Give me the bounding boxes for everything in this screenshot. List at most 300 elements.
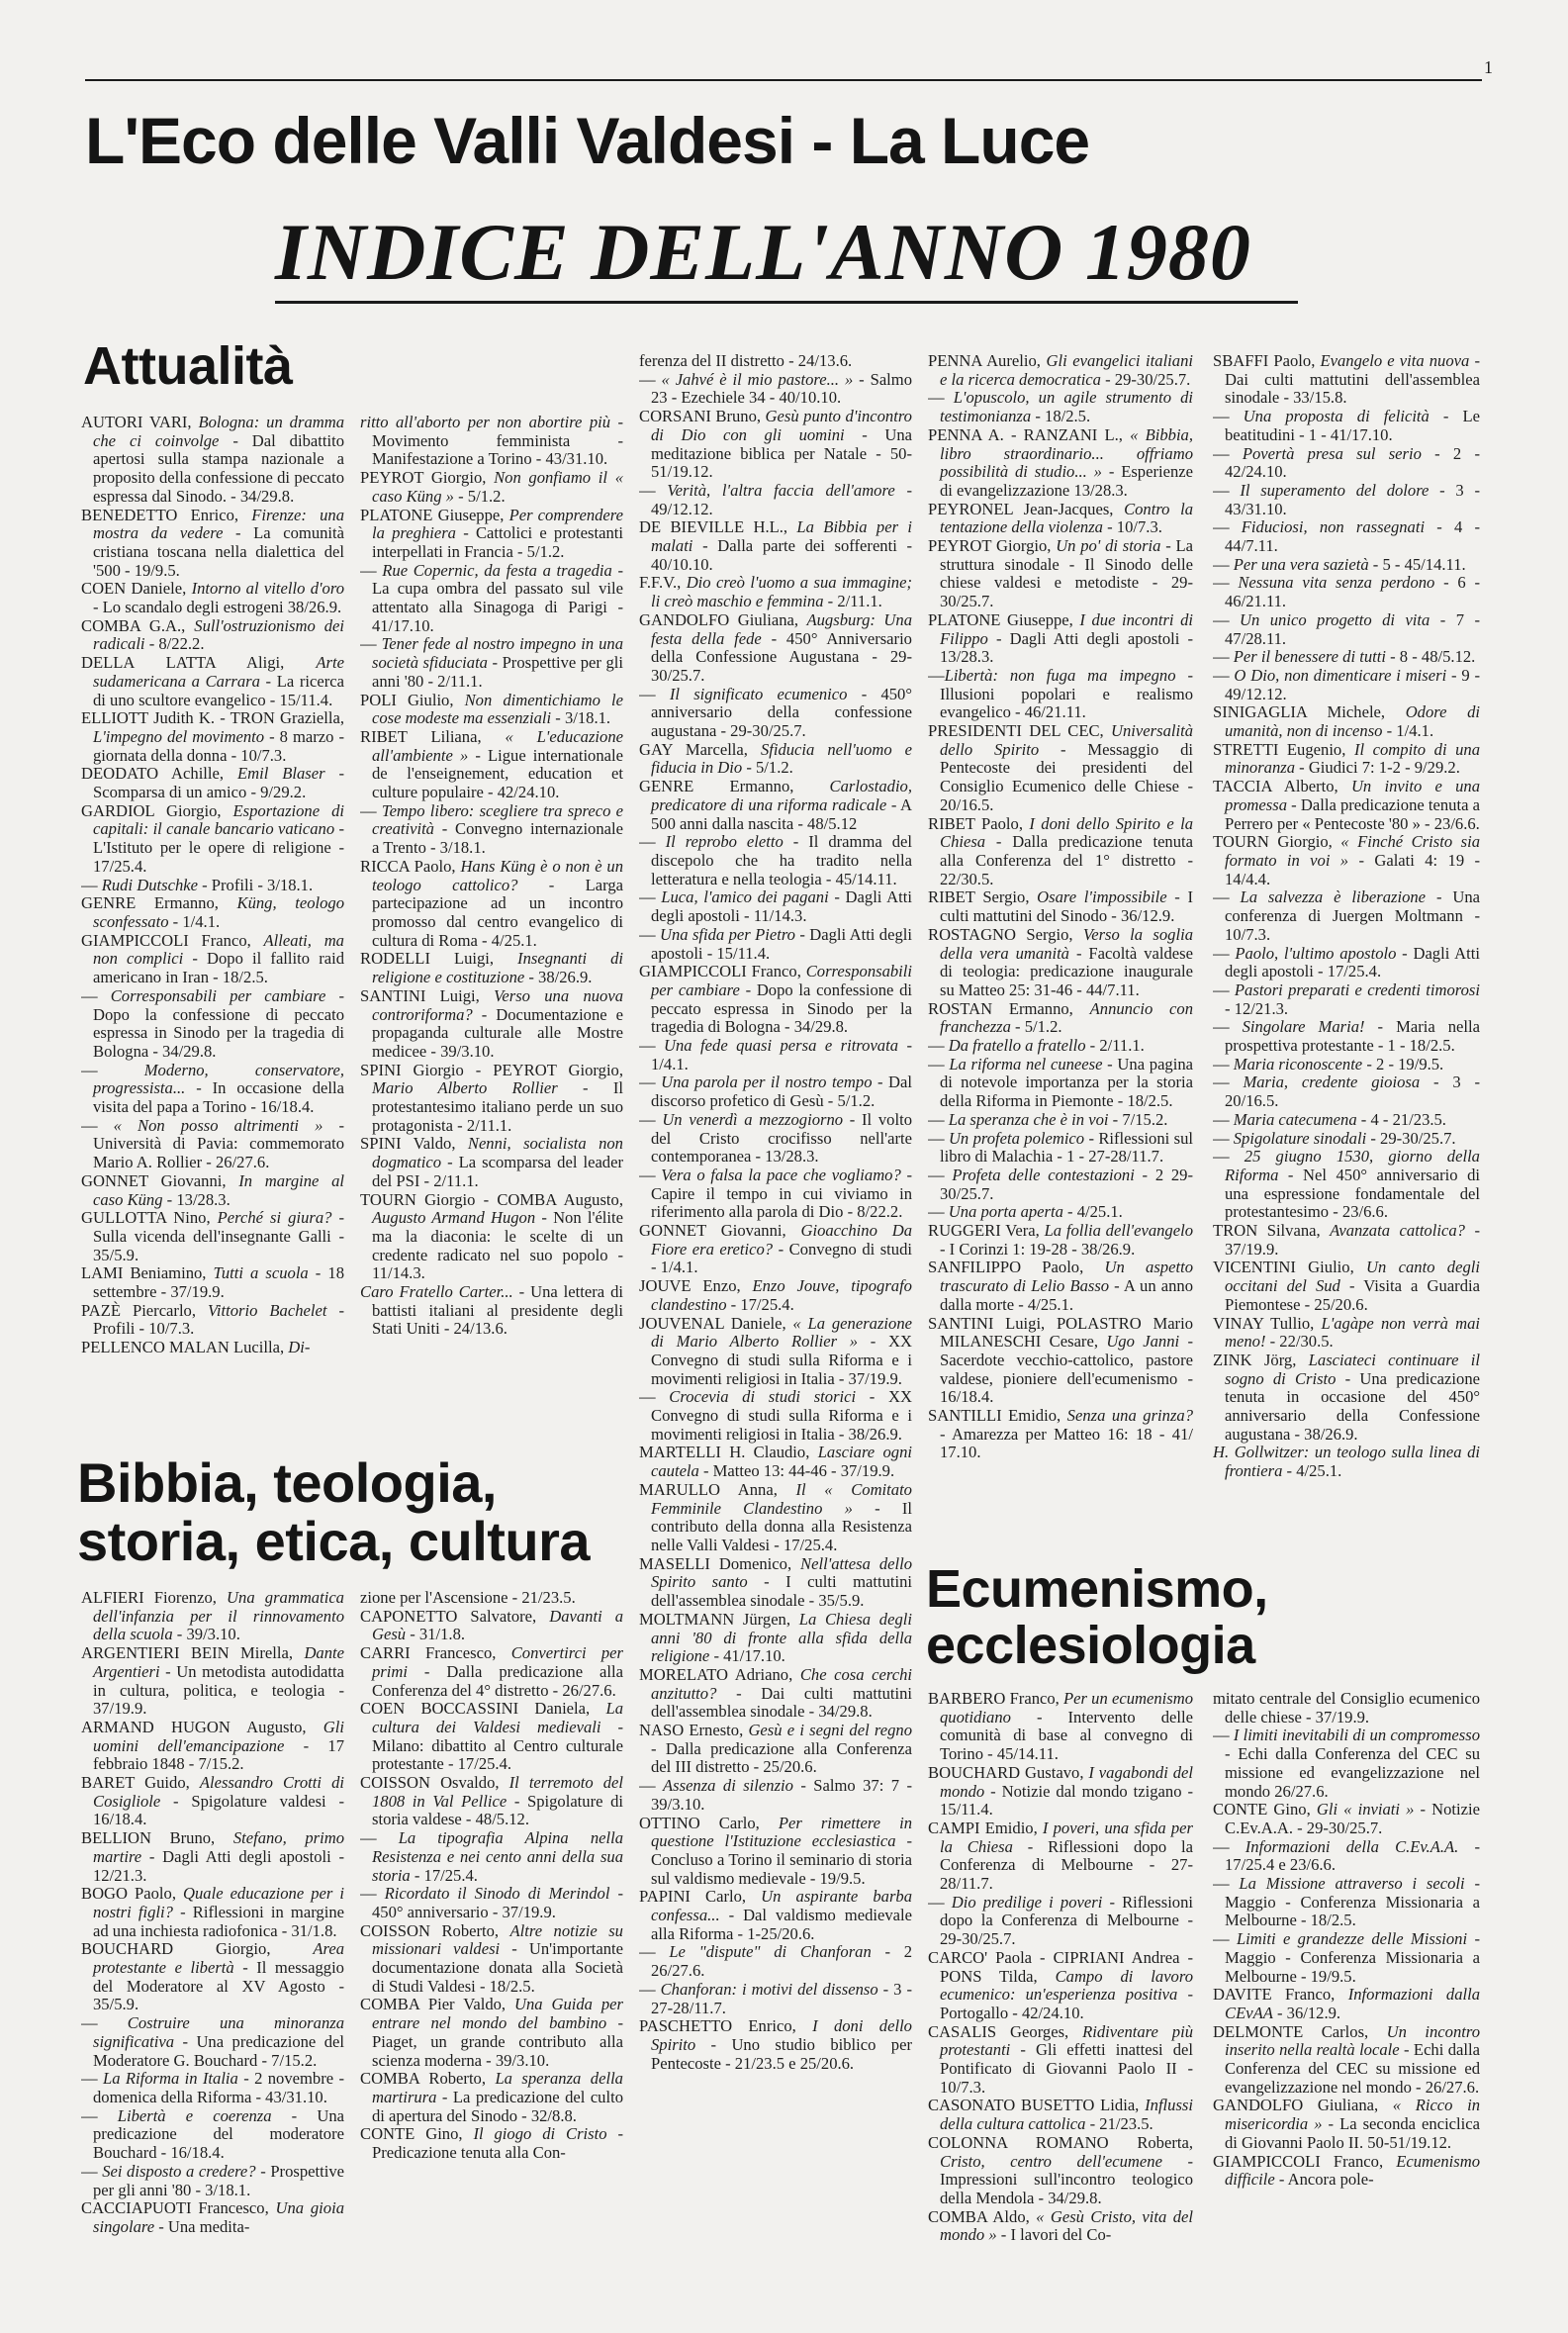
- entry-title: Una Guida per entrare nel mondo del bambino: [372, 1995, 623, 2033]
- entry-author: —: [928, 665, 945, 685]
- index-entry: [1213, 703, 1480, 740]
- entry-reference: - 5 - 45/14.11.: [1368, 554, 1466, 574]
- entry-reference: - La scomparsa del leader del PSI - 2/11.1.: [372, 1153, 623, 1190]
- entry-author: —: [1213, 1874, 1240, 1894]
- entry-author: —: [81, 1060, 144, 1079]
- entry-title: Spigolature sinodali: [1233, 1128, 1367, 1148]
- index-entry: [1213, 648, 1480, 667]
- entry-title: Una proposta di felicità: [1243, 407, 1430, 426]
- top-rule: [85, 79, 1482, 81]
- entry-reference: - Impressioni sull'incontro teologico della Mendola - 34/29.8.: [940, 2151, 1193, 2207]
- index-entry: [81, 1774, 344, 1829]
- entry-reference: - 31/1.8.: [406, 1625, 466, 1644]
- entry-title: Informazioni della C.Ev.A.A.: [1245, 1836, 1459, 1856]
- index-entry: [81, 2199, 344, 2236]
- entry-author: PASCHETTO Enrico,: [639, 2016, 813, 2036]
- entry-author: —: [1213, 1836, 1245, 1856]
- entry-title: Rue Copernic, da festa a tragedia: [382, 560, 612, 580]
- entry-title: Per comprendere la preghiera: [372, 505, 623, 543]
- entry-reference: - Riflessioni in margine ad una inchiesta radiofonica - 31/1.8.: [93, 1902, 344, 1940]
- entry-author: COMBA Roberto,: [360, 2069, 496, 2089]
- index-entry: [928, 926, 1193, 1000]
- entry-title: La Bibbia per i malati: [651, 517, 912, 556]
- entry-title: Vera o falsa la pace che vogliamo?: [661, 1165, 901, 1184]
- index-entry: [360, 469, 623, 506]
- column-bibbia-2: [360, 1589, 623, 2282]
- entry-author: —: [928, 1165, 953, 1184]
- entry-author: —: [1213, 573, 1239, 593]
- index-entry: [639, 1722, 912, 1777]
- index-entry: [928, 1203, 1193, 1222]
- entry-reference: - Dagli Atti degli apostoli - 12/21.3.: [93, 1846, 344, 1885]
- entry-author: CARCO' Paola - CIPRIANI Andrea - PONS Tilda,: [928, 1947, 1193, 1986]
- index-entry: [639, 963, 912, 1037]
- index-entry: [928, 611, 1193, 667]
- entry-title: Odore di umanità, non di incenso: [1225, 702, 1480, 741]
- index-entry: [360, 1996, 623, 2070]
- index-entry: [639, 1943, 912, 1980]
- index-entry: [360, 1191, 623, 1284]
- entry-reference: - Giudici 7: 1-2 - 9/29.2.: [1295, 758, 1460, 778]
- entry-author: VICENTINI Giulio,: [1213, 1258, 1367, 1277]
- index-entry: [360, 635, 623, 691]
- entry-title: Il compito di una minoranza: [1225, 739, 1480, 778]
- index-entry: [639, 352, 912, 371]
- entry-author: —: [639, 1776, 664, 1796]
- entry-reference: - La struttura sinodale - Il Sinodo delle chiese valdesi e metodiste - 29-30/25.7.: [940, 536, 1193, 611]
- index-entry: [81, 1589, 344, 1644]
- entry-title: Küng, teologo sconfessato: [93, 893, 344, 931]
- entry-author: BOUCHARD Giorgio,: [81, 1939, 314, 1959]
- entry-title: Mario Alberto Rollier: [372, 1078, 558, 1098]
- entry-reference: - Dalla predicazione alla Conferenza del III distretto - 25/20.6.: [651, 1738, 912, 1777]
- entry-author: PLATONE Giuseppe,: [928, 609, 1080, 629]
- entry-title: Povertà presa sul serio: [1242, 443, 1422, 463]
- entry-reference: - Amarezza per Matteo 16: 18 - 41/ 17.10.: [940, 1424, 1193, 1462]
- entry-title: Nessuna vita senza perdono: [1238, 573, 1435, 593]
- entry-author: STRETTI Eugenio,: [1213, 739, 1354, 759]
- entry-title: I doni dello Spirito: [651, 2016, 912, 2054]
- entry-reference: - Una lettera di battisti italiani al presidente degli Stati Uniti - 24/13.6.: [372, 1282, 623, 1339]
- index-entry: [639, 371, 912, 408]
- entry-reference: - Salmo 37: 7 - 39/3.10.: [651, 1776, 912, 1814]
- column-attualita-1: [81, 414, 344, 1425]
- index-entry: [360, 2125, 623, 2162]
- entry-reference: - Una predicazione del Moderatore G. Bouchard - 7/15.2.: [93, 2031, 344, 2070]
- index-entry: [360, 1589, 623, 1608]
- index-entry: [639, 1388, 912, 1444]
- index-entry: [81, 1209, 344, 1264]
- column-3: [639, 352, 912, 2282]
- index-entry: [928, 722, 1193, 815]
- entry-reference: - 41/17.10.: [709, 1646, 785, 1666]
- entry-reference: - 3 - 20/16.5.: [1225, 1073, 1480, 1111]
- entry-author: —: [1213, 1073, 1244, 1092]
- entry-reference: - Spigolature valdesi - 16/18.4.: [93, 1791, 344, 1829]
- entry-author: —: [1213, 887, 1241, 907]
- entry-reference: - Dalla predicazione tenuta alla Conferenza del 1° distretto - 22/30.5.: [940, 832, 1193, 888]
- index-entry: [81, 932, 344, 987]
- index-entry: [81, 2070, 344, 2106]
- entry-title: Una porta aperta: [948, 1202, 1063, 1222]
- entry-reference: - 9 - 49/12.12.: [1225, 665, 1480, 703]
- index-entry: [1213, 556, 1480, 575]
- index-entry: [81, 1339, 344, 1357]
- entry-reference: - Larga partecipazione ad un incontro promosso dal centro evangelico di cultura di Roma - 4/25.1.: [372, 875, 623, 950]
- index-entry: [928, 1111, 1193, 1130]
- index-entry: [639, 1073, 912, 1110]
- entry-author: DELLA LATTA Aligi,: [81, 653, 317, 673]
- entry-title: Augusto Armand Hugon: [372, 1208, 536, 1228]
- entry-reference: - Una medita-: [154, 2216, 250, 2236]
- entry-reference: - 7 - 47/28.11.: [1225, 609, 1480, 648]
- entry-title: Convertirci per primi: [372, 1643, 623, 1681]
- entry-author: —: [360, 560, 383, 580]
- index-entry: [928, 815, 1193, 889]
- entry-author: —: [928, 1202, 949, 1222]
- entry-reference: - 18/2.5.: [1031, 407, 1091, 426]
- entry-author: RODELLI Luigi,: [360, 949, 518, 969]
- entry-title: Caro Fratello Carter...: [360, 1282, 513, 1302]
- index-entry: [360, 987, 623, 1062]
- entry-title: Augsburg: Una festa della fede: [651, 609, 912, 648]
- entry-reference: - Echi dalla Conferenza del CEC su missione ed evangelizzazione nel mondo 26/27.6.: [1225, 1744, 1480, 1801]
- entry-author: BENEDETTO Enrico,: [81, 505, 252, 524]
- entry-reference: - 450° Anniversario della Confessione Augustana - 29-30/25.7.: [651, 628, 912, 685]
- entry-reference: - Il dramma del discepolo che ha tradito nella letteratura e nella teologia - 45/14.11.: [651, 832, 912, 888]
- entry-title: Corresponsabili per cambiare: [651, 962, 912, 999]
- entry-reference: - Sacerdote vecchio-cattolico, pastore valdese, pioniere dell'ecumenismo - 16/18.4.: [940, 1332, 1193, 1407]
- index-entry: [1213, 1111, 1480, 1130]
- entry-title: Dante Argentieri: [93, 1643, 344, 1681]
- index-entry: [639, 1166, 912, 1222]
- entry-author: —: [639, 1942, 670, 1962]
- entry-reference: - 39/3.10.: [172, 1625, 240, 1644]
- entry-title: Il significato ecumenico: [669, 684, 848, 703]
- entry-author: ARMAND HUGON Augusto,: [81, 1717, 323, 1736]
- entry-author: —: [81, 1115, 114, 1135]
- index-entry: [81, 894, 344, 931]
- entry-reference: - Movimento femminista - Manifestazione a Torino - 43/31.10.: [372, 414, 623, 469]
- entry-reference: - 17/25.4.: [410, 1865, 478, 1885]
- entry-reference: - 1/4.1.: [651, 1036, 912, 1073]
- entry-title: Verso una nuova controriforma?: [372, 985, 623, 1024]
- entry-reference: - Concluso a Torino il seminario di storia sul valdismo medievale - 19/9.5.: [651, 1831, 912, 1888]
- index-entry: [81, 580, 344, 616]
- entry-title: Di-: [288, 1338, 311, 1357]
- index-entry: [639, 611, 912, 686]
- entry-author: COISSON Roberto,: [360, 1920, 510, 1940]
- entry-reference: - La cupa ombra del passato sul vile attentato alla Sinagoga di Parigi - 41/17.10.: [372, 560, 623, 635]
- entry-author: JOUVENAL Daniele,: [639, 1313, 793, 1333]
- entry-reference: - Convegno di studi - 1/4.1.: [651, 1239, 912, 1277]
- entry-reference: - Dagli Atti degli apostoli - 13/28.3.: [940, 628, 1193, 667]
- entry-author: ARGENTIERI BEIN Mirella,: [81, 1643, 305, 1663]
- index-entry: [1213, 1018, 1480, 1055]
- index-entry: [928, 389, 1193, 425]
- entry-title: La Chiesa degli anni '80 di fronte alla sfida della religione: [651, 1609, 912, 1666]
- entry-title: Le "dispute" di Chanforan: [669, 1942, 872, 1962]
- column-5: [1213, 352, 1480, 1549]
- entry-reference: - Dagli Atti degli apostoli - 15/11.4.: [651, 924, 912, 963]
- column-ecumenismo-2: [1213, 1690, 1480, 2284]
- index-entry: [81, 1829, 344, 1885]
- entry-author: —: [928, 1109, 949, 1129]
- index-entry: [360, 692, 623, 728]
- entry-title: Moderno, conservatore, progressista...: [93, 1060, 344, 1098]
- entry-author: RIBET Paolo,: [928, 813, 1030, 833]
- index-entry: [928, 667, 1193, 722]
- entry-author: DELMONTE Carlos,: [1213, 2021, 1387, 2041]
- entry-reference: - 7/15.2.: [1108, 1109, 1168, 1129]
- index-entry: [639, 482, 912, 518]
- entry-author: COISSON Osvaldo,: [360, 1773, 509, 1793]
- entry-reference: - 17/25.4.: [726, 1294, 794, 1314]
- entry-reference: - Spigolature di storia valdese - 48/5.12.: [372, 1791, 623, 1829]
- index-entry: [360, 2070, 623, 2125]
- entry-author: —: [81, 2105, 118, 2125]
- column-4: [928, 352, 1193, 1549]
- index-entry: [1213, 667, 1480, 703]
- entry-author: —: [639, 1109, 663, 1129]
- entry-author: CACCIAPUOTI Francesco,: [81, 2198, 276, 2218]
- entry-title: « Bibbia, libro straordinario... offriamo possibilità di studio... »: [940, 424, 1193, 482]
- index-entry: [360, 1774, 623, 1829]
- entry-title: Non gonfiamo il « caso Küng »: [372, 468, 623, 506]
- entry-author: —: [360, 800, 382, 820]
- index-entry: [1213, 352, 1480, 408]
- entry-title: Un aspetto trascurato di Lelio Basso: [940, 1258, 1193, 1296]
- entry-author: RUGGERI Vera,: [928, 1221, 1045, 1241]
- entry-author: GANDOLFO Giuliana,: [1213, 2096, 1393, 2115]
- entry-author: CASALIS Georges,: [928, 2021, 1083, 2041]
- entry-author: DEODATO Achille,: [81, 764, 237, 784]
- index-entry: [928, 2023, 1193, 2098]
- entry-reference: - I culti mattutini del Sinodo - 36/12.9.: [940, 887, 1193, 926]
- entry-title: Un invito e una promessa: [1225, 777, 1480, 814]
- entry-title: Alleati, ma non complici: [93, 930, 344, 969]
- entry-title: Avanzata cattolica?: [1330, 1221, 1465, 1241]
- entry-reference: - Maggio - Conferenza Missionaria a Melbourne - 19/9.5.: [1225, 1929, 1480, 1986]
- entry-reference: - Dagli Atti degli apostoli - 17/25.4.: [1225, 943, 1480, 981]
- entry-author: —: [1213, 1929, 1237, 1949]
- index-entry: [1213, 1315, 1480, 1352]
- entry-title: Verità, l'altra faccia dell'amore: [667, 480, 895, 500]
- index-entry: [1213, 1056, 1480, 1074]
- entry-author: DE BIEVILLE H.L.,: [639, 517, 797, 537]
- index-entry: [1213, 482, 1480, 518]
- entry-author: GIAMPICCOLI Franco,: [1213, 2151, 1397, 2171]
- entry-author: F.F.V.,: [639, 573, 687, 593]
- entry-title: Una sfida per Pietro: [659, 924, 795, 944]
- index-entry: [360, 1608, 623, 1644]
- entry-reference: - Dalla parte dei sofferenti - 40/10.10.: [651, 536, 912, 574]
- entry-title: Ugo Janni: [1106, 1332, 1180, 1352]
- entry-reference: - Riflessioni sul libro di Malachia - 1 - 27-28/11.7.: [940, 1128, 1193, 1166]
- entry-author: SANTILLI Emidio,: [928, 1406, 1067, 1426]
- entry-reference: - Una predicazione del moderatore Bouchard - 16/18.4.: [93, 2105, 344, 2163]
- index-entry: [360, 802, 623, 858]
- entry-reference: - Profili - 3/18.1.: [197, 875, 314, 894]
- entry-reference: - 4 - 44/7.11.: [1225, 517, 1480, 556]
- title-underline: [275, 301, 1298, 304]
- entry-title: I poveri, una sfida per la Chiesa: [940, 1818, 1193, 1856]
- entry-author: GONNET Giovanni,: [639, 1221, 801, 1241]
- column-bibbia-1: [81, 1589, 344, 2282]
- entry-author: SANTINI Luigi,: [360, 985, 495, 1005]
- entry-author: SPINI Giorgio - PEYROT Giorgio,: [360, 1060, 623, 1079]
- entry-reference: - Piaget, un grande contributo alla scienza moderna - 39/3.10.: [372, 2013, 623, 2070]
- entry-title: « Ricco in misericordia »: [1225, 2096, 1480, 2134]
- entry-author: PAZÈ Piercarlo,: [81, 1300, 209, 1320]
- index-entry: [1213, 1444, 1480, 1480]
- entry-reference: - Il protestantesimo italiano perde un suo protagonista - 2/11.1.: [372, 1078, 623, 1135]
- entry-reference: - 10/7.3.: [1102, 517, 1162, 537]
- entry-author: —: [928, 1036, 949, 1056]
- entry-title: La tipografia Alpina nella Resistenza e nei cento anni della sua storia: [372, 1828, 623, 1885]
- entry-author: —: [639, 684, 670, 703]
- entry-author: GONNET Giovanni,: [81, 1170, 239, 1190]
- index-entry: [639, 778, 912, 833]
- entry-title: Gli evangelici italiani e la ricerca democratica: [940, 352, 1193, 389]
- index-entry: [928, 1949, 1193, 2023]
- entry-author: —: [81, 2161, 103, 2181]
- entry-reference: - Predicazione tenuta alla Con-: [372, 2124, 623, 2163]
- entry-title: La Missione attraverso i secoli: [1239, 1874, 1465, 1894]
- entry-title: Tener fede al nostro impegno in una società sfiduciata: [372, 634, 623, 673]
- entry-author: PELLENCO MALAN Lucilla,: [81, 1338, 289, 1357]
- entry-reference: - I lavori del Co-: [996, 2225, 1112, 2245]
- entry-title: « Finché Cristo sia formato in voi »: [1225, 832, 1480, 870]
- entry-reference: - Dai culti mattutini dell'assemblea sinodale - 34/29.8.: [651, 1683, 912, 1722]
- index-entry: [1213, 833, 1480, 888]
- entry-title: « La generazione di Mario Alberto Rollier »: [651, 1313, 912, 1352]
- entry-author: —: [639, 1979, 661, 1999]
- entry-title: Perché si giura?: [217, 1208, 332, 1228]
- entry-reference: mitato centrale del Consiglio ecumenico delle chiese - 37/19.9.: [1213, 1690, 1480, 1726]
- entry-author: —: [928, 1892, 952, 1912]
- entry-reference: - In occasione della visita del papa a Torino - 16/18.4.: [93, 1078, 344, 1117]
- entry-title: Ridiventare più protestanti: [940, 2021, 1193, 2060]
- entry-title: Contro la tentazione della violenza: [940, 499, 1193, 537]
- entry-reference: - Dopo il fallito raid americano in Iran - 18/2.5.: [93, 949, 344, 987]
- entry-title: O Dio, non dimenticare i miseri: [1234, 665, 1447, 685]
- entry-author: TOURN Giorgio,: [1213, 832, 1341, 852]
- entry-title: Maria catecumena: [1233, 1109, 1357, 1129]
- entry-title: Non dimentichiamo le cose modeste ma essenziali: [372, 690, 623, 728]
- entry-author: SINIGAGLIA Michele,: [1213, 702, 1406, 722]
- index-entry: [360, 507, 623, 562]
- index-entry: [928, 1894, 1193, 1949]
- entry-reference: - Intervento delle comunità di base al convegno di Torino - 45/14.11.: [940, 1707, 1193, 1764]
- entry-author: SBAFFI Paolo,: [1213, 352, 1321, 370]
- entry-author: NASO Ernesto,: [639, 1721, 749, 1740]
- entry-reference: - A 500 anni dalla nascita - 48/5.12: [651, 794, 912, 833]
- entry-author: VINAY Tullio,: [1213, 1313, 1322, 1333]
- index-entry: [1213, 1352, 1480, 1445]
- entry-title: Senza una grinza?: [1066, 1406, 1193, 1426]
- index-entry: [81, 414, 344, 507]
- entry-author: —: [928, 388, 954, 408]
- entry-reference: - 1/4.1.: [168, 911, 221, 931]
- index-entry: [1213, 1130, 1480, 1149]
- entry-reference: - 21/23.5.: [1085, 2114, 1153, 2134]
- entry-title: Il superamento del dolore: [1240, 480, 1430, 500]
- index-entry: [639, 1981, 912, 2017]
- entry-reference: - 3 - 27-28/11.7.: [651, 1979, 912, 2017]
- entry-author: TOURN Giorgio - COMBA Augusto,: [360, 1189, 623, 1209]
- entry-reference: - 5/1.2.: [742, 758, 793, 778]
- entry-reference: - Le beatitudini - 1 - 41/17.10.: [1225, 407, 1480, 444]
- entry-reference: - Dalla predicazione tenuta a Perrero per « Pentecoste '80 » - 23/6.6.: [1225, 794, 1480, 833]
- index-entry: [639, 1037, 912, 1073]
- entry-title: Un po' di storia: [1056, 536, 1161, 556]
- index-entry: [928, 1037, 1193, 1056]
- index-entry: [639, 1111, 912, 1166]
- index-entry: [81, 507, 344, 581]
- entry-author: —: [81, 2069, 103, 2089]
- index-entry: [1213, 445, 1480, 482]
- entry-reference: - 38/26.9.: [524, 968, 593, 987]
- entry-title: Libertà: non fuga ma impegno: [944, 665, 1176, 685]
- entry-title: Una grammatica dell'infanzia per il rinnovamento della scuola: [93, 1589, 344, 1644]
- entry-author: PENNA Aurelio,: [928, 352, 1047, 370]
- index-entry: [928, 1000, 1193, 1037]
- entry-title: Una fede quasi persa e ritrovata: [664, 1036, 899, 1056]
- entry-reference: - Galati 4: 19 - 14/4.4.: [1225, 850, 1480, 888]
- entry-author: BELLION Bruno,: [81, 1828, 233, 1848]
- entry-author: —: [1213, 443, 1243, 463]
- entry-author: RIBET Sergio,: [928, 887, 1038, 907]
- index-entry: [639, 741, 912, 778]
- entry-title: Intorno al vitello d'oro: [191, 579, 344, 599]
- index-entry: [639, 1815, 912, 1889]
- entry-author: —: [1213, 407, 1244, 426]
- entry-title: Costruire una minoranza significativa: [93, 2013, 344, 2051]
- entry-author: —: [1213, 1147, 1245, 1166]
- index-entry: [81, 617, 344, 654]
- index-entry: [928, 888, 1193, 925]
- entry-reference: - 2 26/27.6.: [651, 1942, 912, 1981]
- index-entry: [81, 1264, 344, 1301]
- entry-author: CONTE Gino,: [360, 2124, 474, 2144]
- entry-title: Ricordato il Sinodo di Merindol: [384, 1884, 610, 1904]
- entry-reference: - Cattolici e protestanti interpellati in Francia - 5/1.2.: [372, 523, 623, 561]
- entry-reference: - Dopo la confessione di peccato espressa in Sinodo per la tragedia di Bologna - 34/29.8.: [93, 985, 344, 1061]
- entry-title: Tempo libero: scegliere tra spreco e creatività: [372, 800, 623, 839]
- index-title: INDICE DELL'ANNO 1980: [275, 207, 1251, 297]
- entry-reference: - Nel 450° anniversario di una espressione fondamentale del protestantesimo - 23/6.6.: [1225, 1165, 1480, 1222]
- index-entry: [81, 1117, 344, 1172]
- entry-reference: - 8 marzo - giornata della donna - 10/7.3.: [93, 726, 344, 765]
- index-entry: [1213, 518, 1480, 555]
- entry-author: CASONATO BUSETTO Lidia,: [928, 2096, 1146, 2115]
- entry-reference: - Una conferenza di Juergen Moltmann - 10/7.3.: [1225, 887, 1480, 944]
- entry-author: COMBA G.A.,: [81, 615, 195, 635]
- index-entry: [360, 1135, 623, 1190]
- index-entry: [928, 1820, 1193, 1894]
- index-entry: [928, 501, 1193, 537]
- entry-title: Una parola per il nostro tempo: [661, 1073, 873, 1092]
- index-entry: [928, 1690, 1193, 1764]
- index-entry: [639, 1315, 912, 1389]
- entry-author: —: [1213, 1726, 1234, 1745]
- entry-title: Nenni, socialista non dogmatico: [372, 1134, 623, 1172]
- entry-author: GARDIOL Giorgio,: [81, 800, 233, 820]
- entry-title: Area protestante e libertà: [93, 1939, 344, 1978]
- entry-author: —: [1213, 1128, 1234, 1148]
- entry-reference: - 29-30/25.7.: [1100, 369, 1191, 389]
